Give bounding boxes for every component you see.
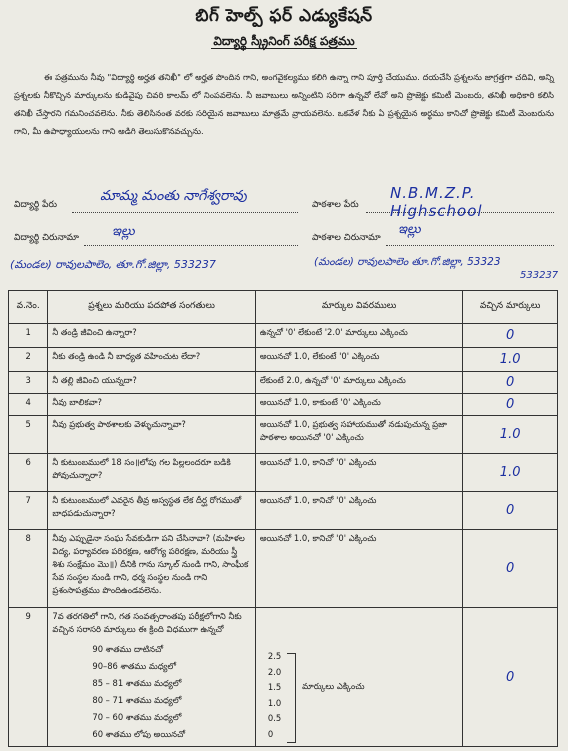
marks-rule: ఉన్నచో '0' లేకుంటే '2.0' మార్కులు ఎక్కించు [255,324,462,348]
table-row [9,394,558,416]
marks-rule: అయినచో 1.0, కాకుంటే '0' ఎక్కించు [255,394,462,416]
row-number: 3 [9,372,48,394]
form-subtitle: విద్యార్థి స్క్రీనింగ్ పరీక్ష పత్రము [213,34,355,48]
row-number: 2 [9,348,48,372]
score-cell[interactable]: 0 [463,492,558,530]
student-name-value[interactable]: మామ్మ మంతు నాగేశ్వరావు [100,188,247,204]
table-row [9,324,558,348]
student-address-line [84,245,298,246]
student-name-line [72,212,298,213]
score-cell[interactable]: 0 [463,394,558,416]
student-address-value[interactable]: ఇల్లు [112,224,135,239]
brace-icon [287,653,296,743]
school-address-value[interactable]: ఇల్లు [398,222,421,237]
row-number: 4 [9,394,48,416]
col-header-no: వ.నెం. [9,291,48,324]
table-row [9,416,558,454]
school-address-label: పాఠశాల చిరునామా [312,233,381,243]
marks-rule: అయినచో 1.0, లేకుంటే '0' ఎక్కించు [255,348,462,372]
score-cell[interactable]: 0 [463,324,558,348]
col-header-score: వచ్చిన మార్కులు [463,291,558,324]
instructions: ఈ పత్రమును నీవు "విద్యార్థి అర్హత తనిఖీ" లో అర్హత పొందిన గాని, అంగవైకల్యము కలిగి ఉన్నా గాని పూర్తి చేయుము. దయచేసి ప్రశ్నలను జాగ్రత్తగా చదివి, అన్ని ప్రశ్నలకు నీకొచ్చిన మార్కులను కుడివైపు చివరి కాలమ్ లో నింపవలెను. నీ జవాబులు అన్నింటిని సరిగా ఉన్నవో లేవో అని ప్రొజెక్టు కమిటీ మెంబరు, తనిఖీ అధికారి కలిసి తనిఖీ చేస్తారని గమనించవలెను. నీకు తెలిసినంత వరకు సరియైన జవాబులు మాత్రమే వ్రాయవలెను. ఒకవేళ నీకు ఏ ప్రశ్నయైన అర్థము కానిచో ప్రొజెక్టు కమిటీ మెంబరును గాని, మీ ఉపాధ్యాయులను గాని అడిగి తెలుసుకొనవచ్చును. [14,72,554,136]
question-text: నీ కుటుంబములో 18 సం॥లోపు గల పిల్లలందరూ బడికి పోవుచున్నారా? [48,454,255,492]
score-cell[interactable]: 1.0 [463,348,558,372]
score-cell[interactable]: 0 [463,530,558,608]
col-header-question: ప్రశ్నలు మరియు పదపోత సంగతులు [48,291,255,324]
school-address-line [386,245,554,246]
table-row [9,454,558,492]
score-cell[interactable]: 1.0 [463,416,558,454]
question-text: నీవు ఎప్పుడైనా సంఘ సేవకుడిగా పని చేసినావా? (మహిళల విద్య, పర్యావరణ పరిరక్షణ, ఆరోగ్య పరిరక్షణ, మరియు స్త్రీ శిశు సంక్షేమం మొ॥) దీనికి గాను స్కూల్ నుండి గాని, సాంఘీక సేవ సంస్థల నుండి గాని, ధర్మ సంస్థల నుండి గాని ప్రశంసాపత్రము పొందిఉండవలెను. [48,530,255,608]
form-title: బిగ్ హెల్ప్ ఫర్ ఎడ్యుకేషన్ [195,6,373,26]
table-row [9,372,558,394]
question-text: నీ కుటుంబములో ఎవరైన తీవ్ర అస్వస్థత లేక దీర్ఘ రోగముతో బాధపడుచున్నారా? [48,492,255,530]
table-row [9,348,558,372]
table-row [9,608,558,747]
col-header-marks-detail: మార్కుల వివరములు [255,291,462,324]
score-cell[interactable]: 0 [463,372,558,394]
percentage-bands: 90 శాతము దాటినచో 90–86 శాతము మధ్యలో 85 – 81 శాతము మధ్యలో 80 – 71 శాతము మధ్యలో 70 – 60 శాతము మధ్యలో 60 శాతము లోపు అయినచో [92,644,186,739]
row-number: 1 [9,324,48,348]
student-name-label: విద్యార్థి పేరు [14,200,57,210]
table-row [9,492,558,530]
marks-rule: అయినచో 1.0, ప్రభుత్వ సహాయముతో నడుపుచున్న ప్రజా పాఠశాల అయినచో '0' ఎక్కించు [255,416,462,454]
score-cell[interactable]: 0 [463,608,558,747]
question-text: నీవు ప్రభుత్వ పాఠశాలకు వెళ్ళుచున్నావా? [48,416,255,454]
row-number: 7 [9,492,48,530]
marks-rule: అయినచో 1.0, కానిచో '0' ఎక్కించు [255,492,462,530]
school-name-value[interactable]: N.B.M.Z.P. Highschool [390,184,483,220]
score-cell[interactable]: 1.0 [463,454,558,492]
school-address-line2[interactable]: (మండల) రావులపాలెం తూ.గో.జిల్లా, 53323 [314,256,501,268]
marks-rule [255,608,462,747]
screening-table [8,290,558,747]
question-text: నీ తల్లి జీవించి యున్నదా? [48,372,255,394]
row-number: 8 [9,530,48,608]
marks-rule: అయినచో 1.0, కానిచో '0' ఎక్కించు [255,530,462,608]
question-text: 7వ తరగతిలో గాని, గత సంవత్సరాంతపు పరీక్షలోగాని నీకు వచ్చిన సరాసరి మార్కులు ఈ క్రింది విధముగా ఉన్నచో 90 శాతము దాటినచో 90–86 శాతము మధ్యలో 85 – 81 శాతము మధ్యలో 80 – 71 శాతము మధ్యలో 70 – 60 శాతము మధ్యలో 60 శాతము లోపు అయినచో [48,608,255,747]
student-address-line2[interactable]: (మండల) రావులపాలెం, తూ.గో.జిల్లా, 533237 [10,258,216,271]
marks-rule: అయినచో 1.0, కానిచో '0' ఎక్కించు [255,454,462,492]
row-number: 9 [9,608,48,747]
marks-scale: 2.5 2.0 1.5 1.0 0.5 0 మార్కులు ఎక్కించు [260,649,458,743]
table-row [9,530,558,608]
question-text: నీవు బాలికవా? [48,394,255,416]
row-number: 5 [9,416,48,454]
row-number: 6 [9,454,48,492]
school-name-label: పాఠశాల పేరు [312,200,359,210]
question-text: నీ తండ్రి జీవించి ఉన్నారా? [48,324,255,348]
table-header-row [9,291,558,324]
student-address-label: విద్యార్థి చిరునామా [14,233,79,243]
school-address-pin[interactable]: 533237 [520,270,559,281]
marks-rule: లేకుంటే 2.0, ఉన్నచో '0' మార్కులు ఎక్కించు [255,372,462,394]
question-text: నీకు తండ్రి ఉండి నీ బాధ్యత వహించుట లేదా? [48,348,255,372]
